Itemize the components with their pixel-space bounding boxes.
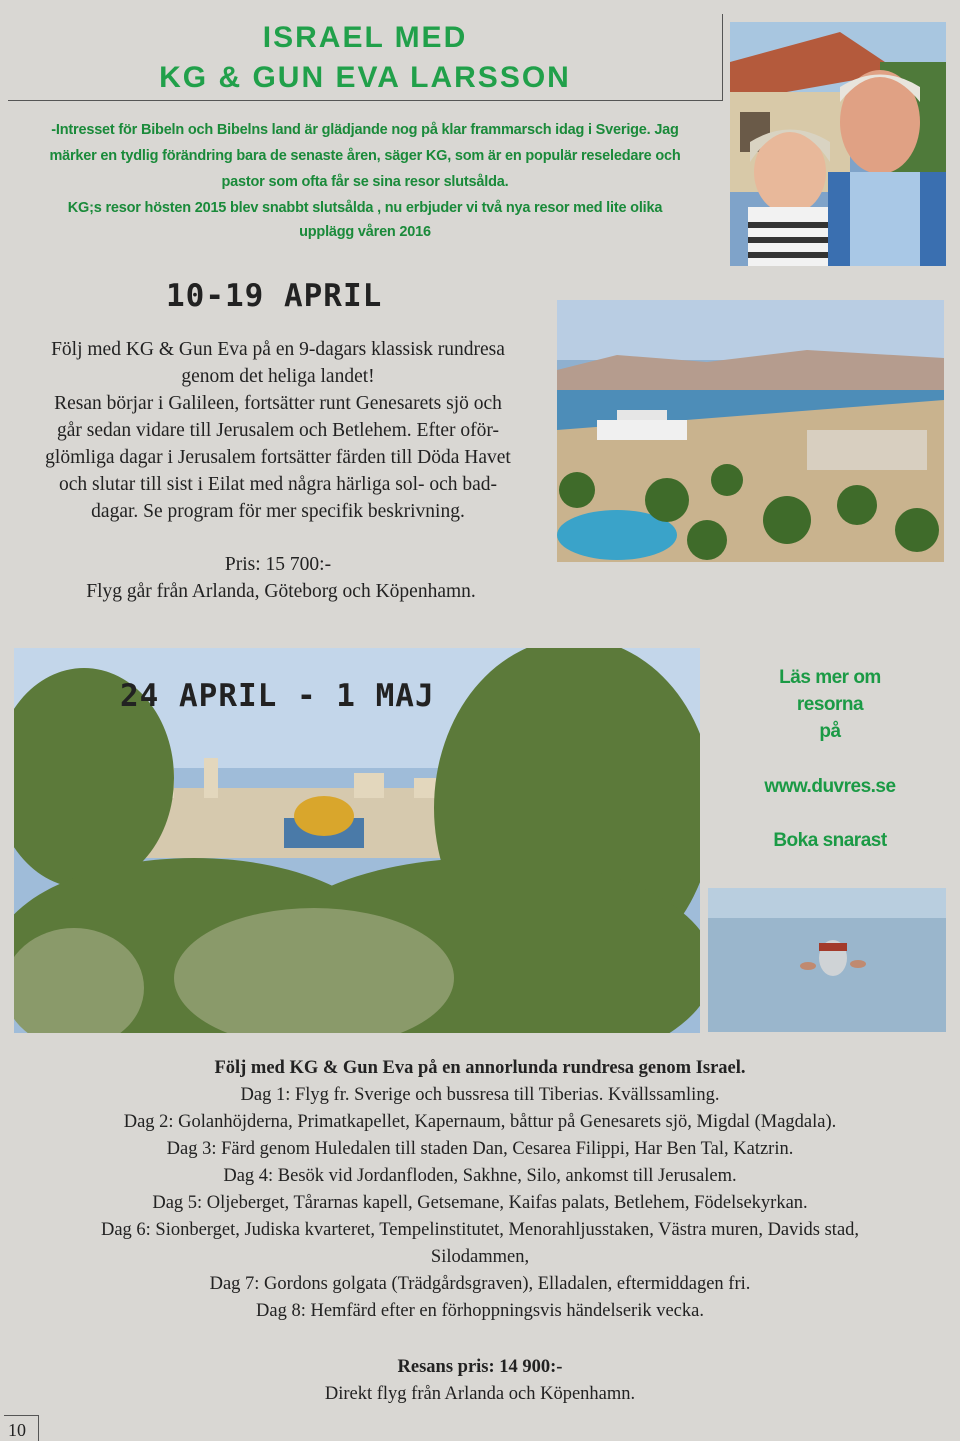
intro-line: pastor som ofta får se sina resor slutsålda.: [221, 174, 509, 190]
program-days: [0, 1082, 960, 1325]
read-more-line1: Läs mer om: [779, 667, 881, 688]
read-more-line3: på: [819, 721, 841, 742]
trip1-description: [0, 336, 556, 525]
eilat-photo: [557, 300, 944, 562]
program-day: Dag 2: Golanhöjderna, Primatkapellet, Kapernaum, båttur på Genesarets sjö, Migdal (Magdala).: [123, 1112, 837, 1132]
trip1-line: dagar. Se program för mer specifik beskrivning.: [91, 501, 465, 522]
intro-line: -Intresset för Bibeln och Bibelns land är glädjande nog på klar frammarsch idag i Sverige. Jag: [51, 122, 679, 138]
book-now: Boka snarast: [773, 830, 887, 851]
intro-line: märker en tydlig förändring bara de senaste åren, säger KG, som är en populär reseledare och: [49, 148, 681, 164]
page-title-line1: ISRAEL MED: [262, 21, 468, 54]
page-title-line2: KG & GUN EVA LARSSON: [159, 61, 571, 94]
program-day: Dag 5: Oljeberget, Tårarnas kapell, Getsemane, Kaifas palats, Betlehem, Födelsekyrkan.: [152, 1193, 808, 1213]
program-day: Dag 7: Gordons golgata (Trädgårdsgraven), Elladalen, eftermiddagen fri.: [209, 1274, 751, 1294]
program-day: Dag 3: Färd genom Huledalen till staden Dan, Cesarea Filippi, Har Ben Tal, Katzrin.: [166, 1139, 794, 1159]
trip1-line: genom det heliga landet!: [181, 366, 375, 387]
program-day: Dag 4: Besök vid Jordanfloden, Sakhne, Silo, ankomst till Jerusalem.: [223, 1166, 737, 1186]
intro-line: upplägg våren 2016: [299, 224, 431, 240]
trip1-price: Pris: 15 700:-: [224, 554, 332, 575]
dead-sea-photo: [708, 888, 946, 1032]
program-day: Dag 6: Sionberget, Judiska kvarteret, Tempelinstitutet, Menorahljusstaken, Västra muren, Davids stad,: [100, 1220, 860, 1240]
trip1-heading: 10-19 APRIL: [166, 278, 383, 314]
read-more-line2: resorna: [796, 694, 864, 715]
trip1-flights: Flyg går från Arlanda, Göteborg och Köpenhamn.: [86, 581, 476, 602]
trip2-heading: 24 APRIL - 1 MAJ: [120, 678, 435, 714]
program-price: Resans pris: 14 900:-: [397, 1357, 563, 1377]
trip1-line: och slutar till sist i Eilat med några härliga sol- och bad-: [58, 474, 498, 495]
trip1-line: Resan börjar i Galileen, fortsätter runt Genesarets sjö och: [54, 393, 502, 414]
trip1-line: går sedan vidare till Jerusalem och Betlehem. Efter oför-: [57, 420, 499, 441]
program-day: Dag 8: Hemfärd efter en förhoppningsvis händelserik vecka.: [256, 1301, 704, 1321]
program-day: Silodammen,: [430, 1247, 530, 1267]
program-intro: Följ med KG & Gun Eva på en annorlunda rundresa genom Israel.: [214, 1058, 746, 1078]
program-day: Dag 1: Flyg fr. Sverige och bussresa till Tiberias. Kvällssamling.: [240, 1085, 720, 1105]
program-flights: Direkt flyg från Arlanda och Köpenhamn.: [324, 1384, 636, 1404]
couple-photo: [730, 22, 946, 266]
intro-line: KG;s resor hösten 2015 blev snabbt slutsålda , nu erbjuder vi två nya resor med lite olika: [67, 200, 663, 216]
page-number: 10: [8, 1420, 26, 1440]
website-link[interactable]: www.duvres.se: [764, 776, 896, 797]
trip1-line: Följ med KG & Gun Eva på en 9-dagars klassisk rundresa: [51, 339, 505, 360]
trip1-line: glömliga dagar i Jerusalem fortsätter färden till Döda Havet: [45, 447, 511, 468]
